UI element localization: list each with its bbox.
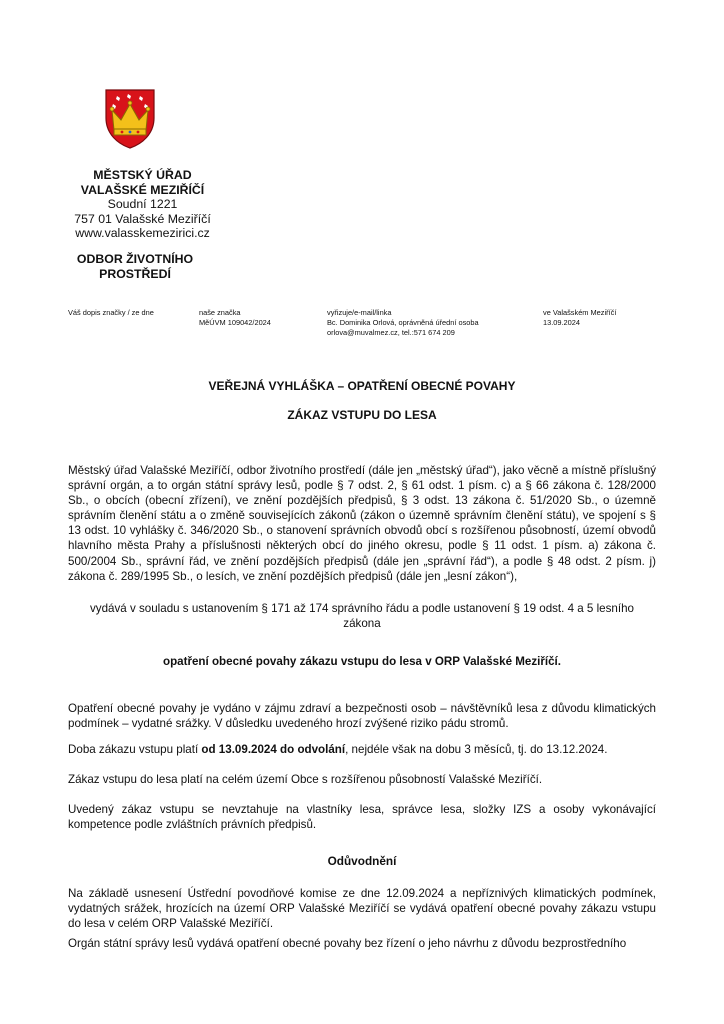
department-name [60,252,210,281]
duration-suffix: , nejdéle však na dobu 3 měsíců, tj. do 13.12.2024. [345,743,608,756]
document-title: VEŘEJNÁ VYHLÁŠKA – OPATŘENÍ OBECNÉ POVAHY [208,379,516,393]
ref-our-mark [199,308,271,328]
office-name-line2: VALAŠSKÉ MEZIŘÍČÍ [80,182,205,197]
office-city: 757 01 Valašské Meziříčí [74,211,211,226]
department-line2: PROSTŘEDÍ [99,266,171,281]
paragraph-duration [68,742,656,757]
department-line1: ODBOR ŽIVOTNÍHO [76,252,194,266]
reasoning-paragraph: Na základě usnesení Ústřední povodňové komise ze dne 12.09.2024 a nepříznivých klimatických podmínek, vydatných srážek, hrozících na území ORP Valašské Meziříčí se vydává opatření obecné povahy zákazu vstupu do lesa v celém ORP Valašské Meziříčí. [68,887,656,931]
ref-date-value: 13.09.2024 [543,318,580,327]
paragraph-purpose: Opatření obecné povahy je vydáno v zájmu zdraví a bezpečnosti osob – návštěvníků lesa z důvodu klimatických podmínek – vydatné srážky. V důsledku uvedeného hrozí zvýšené riziko pádu stromů. [68,702,656,731]
ref-your-letter [68,308,154,318]
duration-prefix: Doba zákazu vstupu platí [68,743,202,756]
ref-our-mark-value: MěÚVM 109042/2024 [199,318,271,327]
ref-our-mark-label: naše značka [199,308,241,317]
paragraph-exemptions: Uvedený zákaz vstupu se nevztahuje na vlastníky lesa, správce lesa, složky IZS a osoby vykonávající kompetence podle zvláštních právních předpisů. [68,803,656,832]
office-name-line1: MĚSTSKÝ ÚŘAD [93,168,192,182]
intro-paragraph: Městský úřad Valašské Meziříčí, odbor životního prostředí (dále jen „městský úřad“), jako věcně a místně příslušný správní orgán, a to orgán státní správy lesů, podle § 7 odst. 2, § 61 odst. 1 písm. c) a § 66 zákona č. 128/2000 Sb., o obcích (obecní zřízení), ve znění pozdějších předpisů, § 3 odst. 13 zákona č. 51/2020 Sb., o územně správním členění státu a o změně souvisejících zákonů (zákon o územně správním členění státu), ve spojení s § 13 odst. 10 vyhlášky č. 346/2020 Sb., o stanovení správních obvodů obcí s rozšířenou působností, území obvodů hlavního města Prahy a příslušnosti některých obcí do jiného okresu, podle § 11 odst. 1 písm. a) zákona č. 500/2004 Sb., správní řád, ve znění pozdějších předpisů (dále jen „správní řád“), a podle § 48 odst. 2 písm. j) zákona č. 289/1995 Sb., o lesích, ve znění pozdějších předpisů (dále jen „lesní zákon“), [68,464,656,583]
office-address-block [60,168,225,241]
reasoning-heading: Odůvodnění [327,854,397,868]
office-street: Soudní 1221 [107,197,178,211]
measure-heading: opatření obecné povahy zákazu vstupu do lesa v ORP Valašské Meziříčí. [163,655,561,668]
city-crest-logo [104,88,156,150]
ref-contact-label: vyřizuje/e-mail/linka [327,308,392,317]
ref-date [543,308,616,328]
ref-place-label: ve Valašském Meziříčí [543,308,617,317]
duration-period: od 13.09.2024 do odvolání [201,743,346,756]
document-subtitle: ZÁKAZ VSTUPU DO LESA [287,408,437,422]
ref-your-letter-label: Váš dopis značky / ze dne [68,308,154,317]
ref-contact-person: Bc. Dominika Orlová, oprávněná úřední osoba [327,318,479,327]
issues-line1: vydává v souladu s ustanovením § 171 až 174 správního řádu a podle ustanovení § 19 odst. 4 a 5 lesního [90,602,634,615]
issues-line2: zákona [343,617,381,631]
ref-contact-email-phone: orlova@muvalmez.cz, tel.:571 674 209 [327,328,455,337]
paragraph-territory: Zákaz vstupu do lesa platí na celém území Obce s rozšířenou působností Valašské Meziříčí. [68,773,543,786]
reasoning-paragraph-2: Orgán státní správy lesů vydává opatření obecné povahy bez řízení o jeho návrhu z důvodu bezprostředního [68,937,627,950]
ref-contact [327,308,479,338]
office-website: www.valasskemezirici.cz [75,226,210,240]
issues-statement [68,601,656,631]
